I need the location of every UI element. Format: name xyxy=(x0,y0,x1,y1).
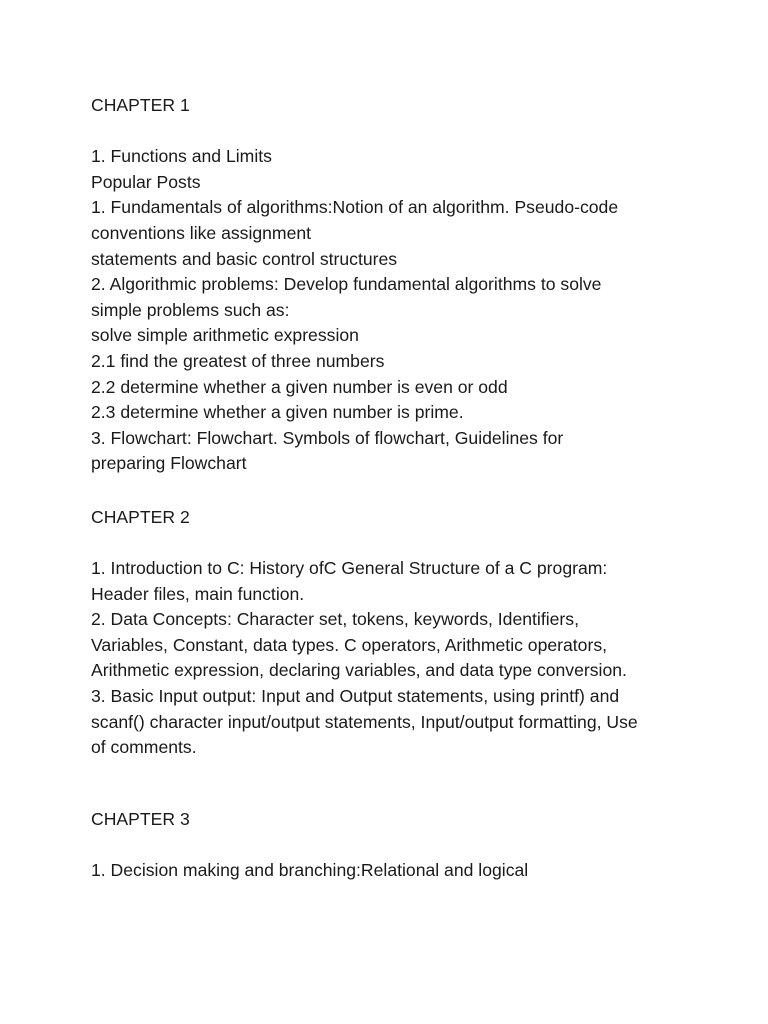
chapter-1-line: solve simple arithmetic expression xyxy=(91,325,359,346)
chapter-2-heading: CHAPTER 2 xyxy=(91,506,190,527)
chapter-2-line: 3. Basic Input output: Input and Output statements, using printf) and xyxy=(91,686,620,707)
chapter-1-line: 2.2 determine whether a given number is even or odd xyxy=(91,376,508,397)
chapter-3-section xyxy=(91,807,691,884)
chapter-2-line: 1. Introduction to C: History ofC General Structure of a C program: xyxy=(91,558,608,579)
chapter-1-line: preparing Flowchart xyxy=(91,453,247,474)
chapter-3-line: 1. Decision making and branching:Relational and logical xyxy=(91,860,529,881)
document-body xyxy=(91,93,691,884)
chapter-1-line: 1. Fundamentals of algorithms:Notion of an algorithm. Pseudo-code xyxy=(91,197,619,218)
chapter-2-line: 2. Data Concepts: Character set, tokens, keywords, Identifiers, xyxy=(91,609,579,630)
chapter-1-line: 2.3 determine whether a given number is prime. xyxy=(91,402,464,423)
chapter-1-line: 2.1 find the greatest of three numbers xyxy=(91,350,385,371)
chapter-1-heading: CHAPTER 1 xyxy=(91,95,190,115)
chapter-1-line: statements and basic control structures xyxy=(91,248,398,269)
chapter-2-line: of comments. xyxy=(91,737,197,758)
chapter-1-line: conventions like assignment xyxy=(91,222,312,243)
chapter-1-line: simple problems such as: xyxy=(91,299,290,320)
chapter-3-heading: CHAPTER 3 xyxy=(91,808,190,829)
chapter-2-line: Header files, main function. xyxy=(91,583,305,604)
chapter-2-section xyxy=(91,505,691,761)
chapter-2-line: Variables, Constant, data types. C operators, Arithmetic operators, xyxy=(91,634,608,655)
chapter-2-line: scanf() character input/output statements, Input/output formatting, Use xyxy=(91,711,638,732)
chapter-1-line: Popular Posts xyxy=(91,171,201,192)
chapter-1-line: 2. Algorithmic problems: Develop fundamental algorithms to solve xyxy=(91,274,602,295)
chapter-1-line: 3. Flowchart: Flowchart. Symbols of flowchart, Guidelines for xyxy=(91,427,564,448)
chapter-1-section xyxy=(91,93,691,477)
chapter-2-line: Arithmetic expression, declaring variables, and data type conversion. xyxy=(91,660,627,681)
chapter-1-line: 1. Functions and Limits xyxy=(91,146,272,167)
